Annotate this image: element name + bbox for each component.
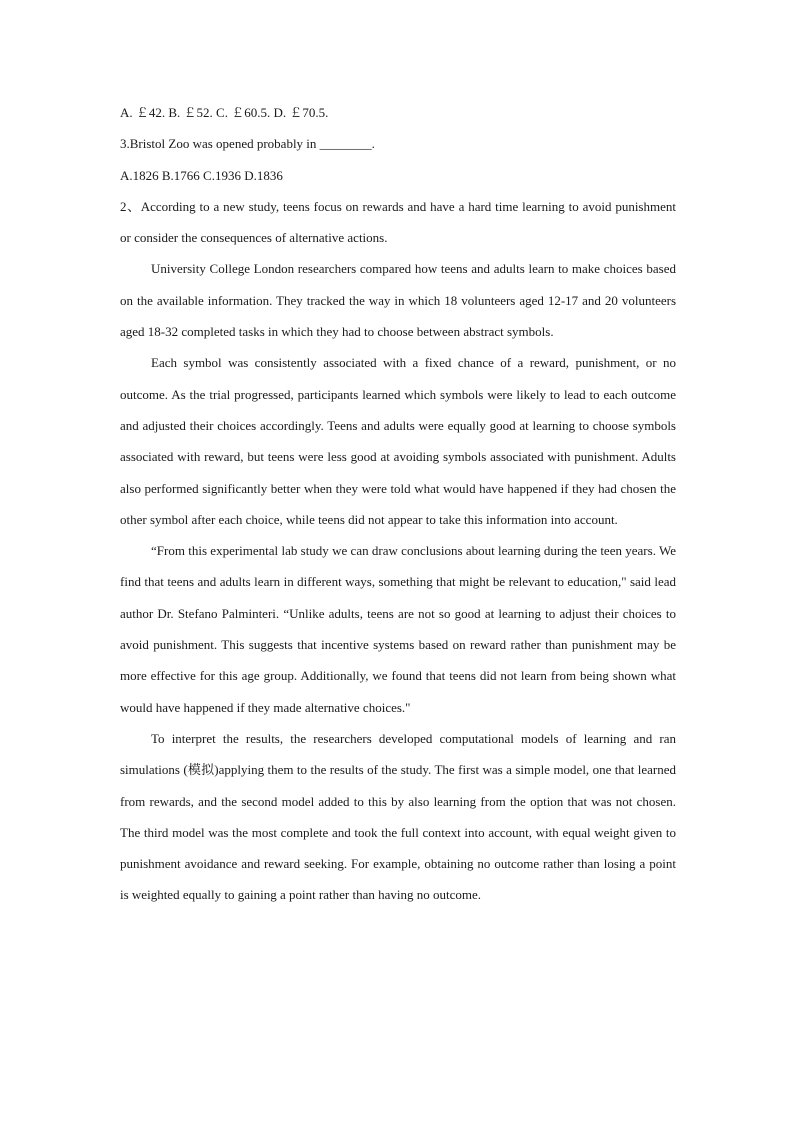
- question-3-text: 3.Bristol Zoo was opened probably in ________.: [120, 136, 375, 152]
- passage-intro: 2、According to a new study, teens focus on rewards and have a hard time learning to avoid punishment or consider the consequences of alternative actions.: [120, 198, 676, 246]
- passage-paragraph: “From this experimental lab study we can draw conclusions about learning during the teen years. We find that teens and adults learn in different ways, something that might be relevant to education," said lead author Dr. Stefano Palminteri. “Unlike adults, teens are not so good at learning to adjust their choices to avoid punishment. This suggests that incentive systems based on reward rather than punishment may be more effective for this age group. Additionally, we found that teens did not learn from being shown what would have happened if they made alternative choices.": [120, 543, 676, 715]
- passage-paragraph: To interpret the results, the researchers developed computational models of learning and ran simulations (模拟)applying them to the results of the study. The first was a simple model, one that learned from rewards, and the second model added to this by also learning from the option that was not chosen. The third model was the most complete and took the full context into account, with equal weight given to punishment avoidance and reward seeking. For example, obtaining no outcome rather than losing a point is weighted equally to gaining a point rather than having no outcome.: [120, 730, 676, 903]
- passage-paragraph: Each symbol was consistently associated with a fixed chance of a reward, punishment, or no outcome. As the trial progressed, participants learned which symbols were likely to lead to each outcome and adjusted their choices accordingly. Teens and adults were equally good at learning to choose symbols associated with reward, but teens were less good at avoiding symbols associated with punishment. Adults also performed significantly better when they were told what would have happened if they had chosen the other symbol after each choice, while teens did not appear to take this information into account.: [120, 355, 676, 527]
- document-body: [120, 97, 676, 911]
- question-2-options: A. ￡42. B. ￡52. C. ￡60.5. D. ￡70.5.: [120, 105, 329, 120]
- question-3-options: A.1826 B.1766 C.1936 D.1836: [120, 167, 283, 183]
- passage-paragraph: University College London researchers compared how teens and adults learn to make choices based on the available information. They tracked the way in which 18 volunteers aged 12-17 and 20 volunteers aged 18-32 completed tasks in which they had to choose between abstract symbols.: [120, 261, 676, 340]
